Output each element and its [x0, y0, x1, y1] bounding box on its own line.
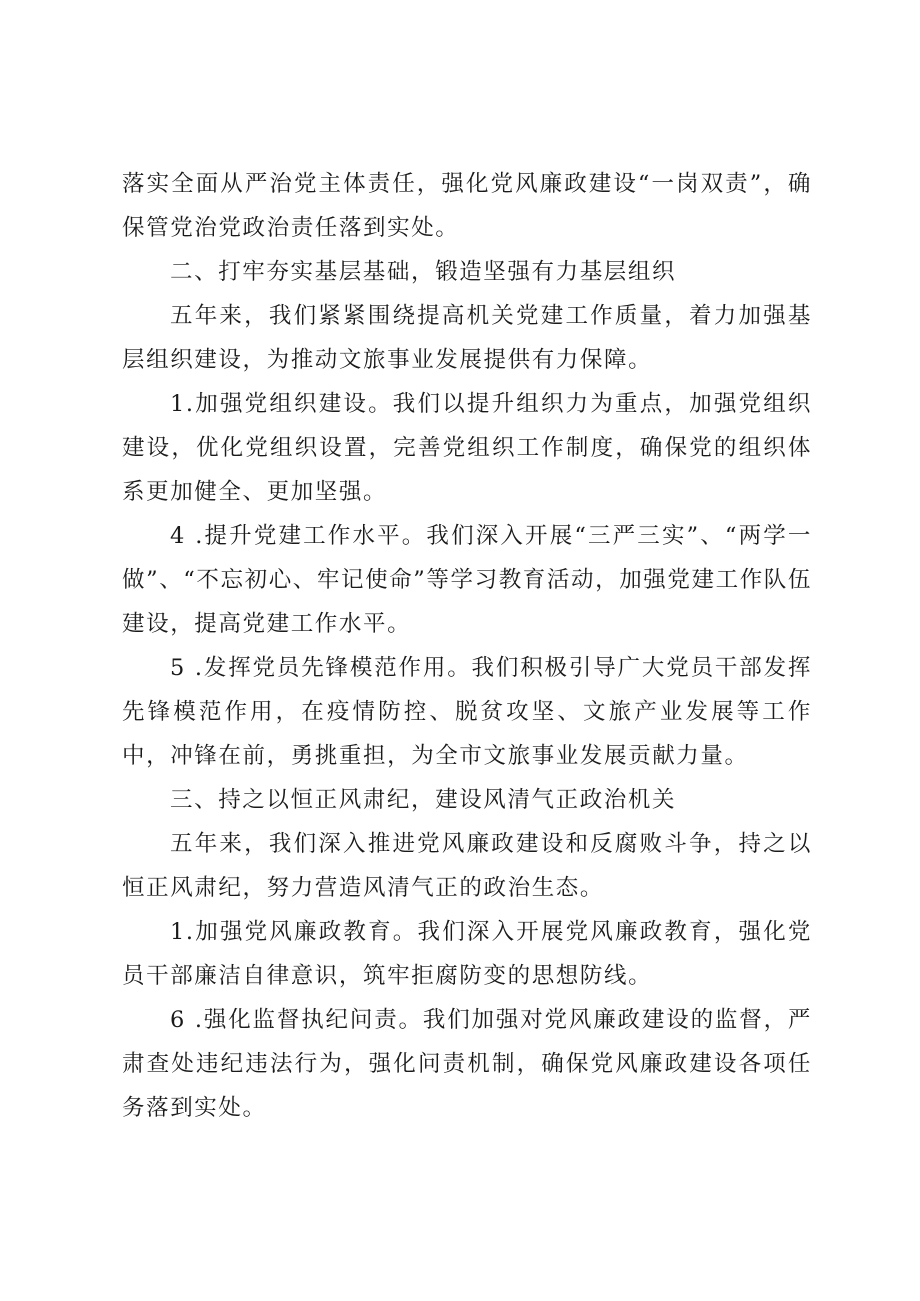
paragraph-intro-three: 五年来，我们深入推进党风廉政建设和反腐败斗争，持之以恒正风肃纪，努力营造风清气正的政治生态。 — [122, 831, 812, 901]
list-item-party-work-level: 4 .提升党建工作水平。我们深入开展“三严三实”、“两学一做”、“不忘初心、牢记使命”等学习教育活动，加强党建工作队伍建设，提高党建工作水平。 — [122, 523, 813, 637]
list-item-vanguard-role: 5 .发挥党员先锋模范作用。我们积极引导广大党员干部发挥先锋模范作用，在疫情防控、脱贫攻坚、文旅产业发展等工作中，冲锋在前，勇挑重担，为全市文旅事业发展贡献力量。 — [122, 655, 812, 769]
document-body — [122, 162, 812, 1130]
paragraph-continuation: 落实全面从严治党主体责任，强化党风廉政建设“一岗双责”，确保管党治党政治责任落到实处。 — [122, 171, 812, 241]
list-item-supervision-accountability: 6 .强化监督执纪问责。我们加强对党风廉政建设的监督，严肃查处违纪违法行为，强化问责机制，确保党风廉政建设各项任务落到实处。 — [122, 1007, 812, 1121]
paragraph-intro-two: 五年来，我们紧紧围绕提高机关党建工作质量，着力加强基层组织建设，为推动文旅事业发展提供有力保障。 — [122, 303, 812, 373]
list-item-integrity-education: 1.加强党风廉政教育。我们深入开展党风廉政教育，强化党员干部廉洁自律意识，筑牢拒腐防变的思想防线。 — [122, 919, 812, 989]
list-item-party-organization: 1.加强党组织建设。我们以提升组织力为重点，加强党组织建设，优化党组织设置，完善党组织工作制度，确保党的组织体系更加健全、更加坚强。 — [122, 391, 812, 505]
section-heading-three: 三、持之以恒正风肃纪，建设风清气正政治机关 — [170, 787, 677, 813]
section-heading-two: 二、打牢夯实基层基础，锻造坚强有力基层组织 — [170, 259, 677, 285]
